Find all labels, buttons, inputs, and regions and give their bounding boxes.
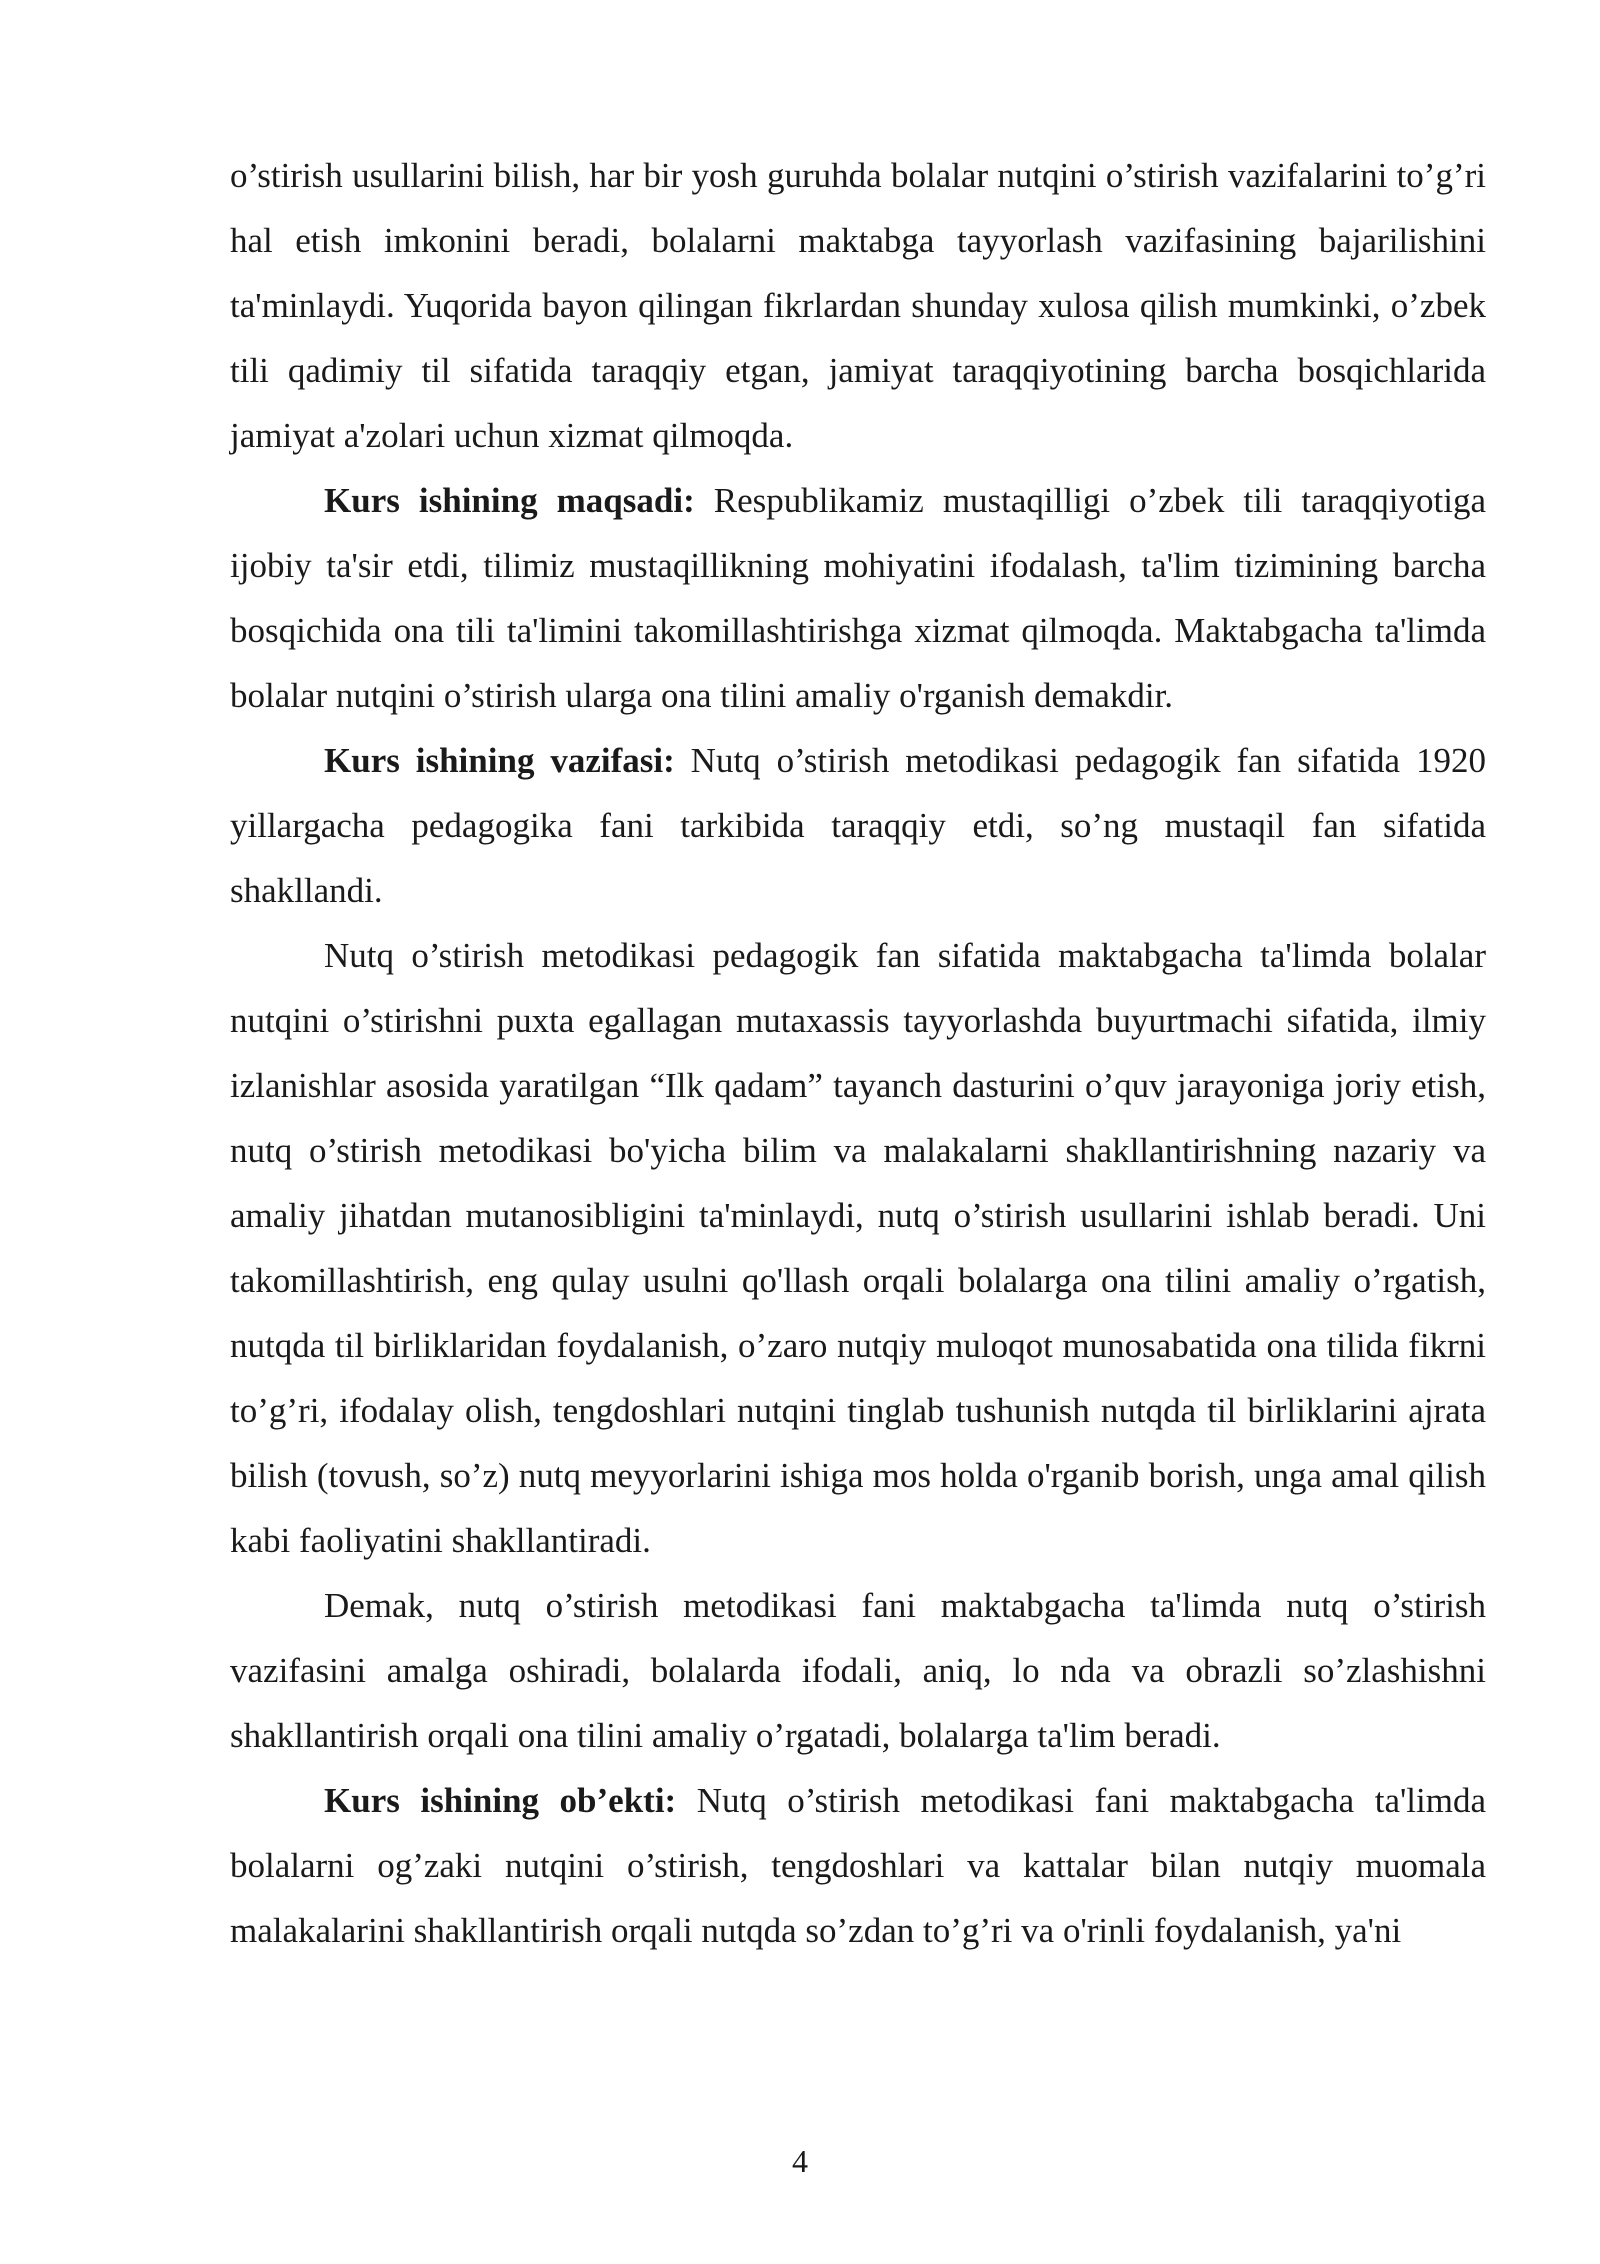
paragraph-course-goal xyxy=(230,468,1486,728)
paragraph-course-tasks xyxy=(230,728,1486,923)
section-heading-tasks: Kurs ishining vazifasi: xyxy=(324,741,675,780)
document-body xyxy=(230,143,1486,1963)
paragraph-text: o’stirish usullarini bilish, har bir yosh guruhda bolalar nutqini o’stirish vazifalarini to’g’ri hal etish imkonini beradi, bolalarni maktabga tayyorlash vazifasining bajarilishini ta'minlaydi. Yuqorida bayon qilingan fikrlardan shunday xulosa qilish mumkinki, o’zbek tili qadimiy til sifatida taraqqiy etgan, jamiyat taraqqiyotining barcha bosqichlarida jamiyat a'zolari uchun xizmat qilmoqda. xyxy=(230,156,1486,455)
paragraph-text: Nutq o’stirish metodikasi pedagogik fan sifatida maktabgacha ta'limda bolalar nutqini o’stirishni puxta egallagan mutaxassis tayyorlashda buyurtmachi sifatida, ilmiy izlanishlar asosida yaratilgan “Ilk qadam” tayanch dasturini o’quv jarayoniga joriy etish, nutq o’stirish metodikasi bo'yicha bilim va malakalarni shakllantirishning nazariy va amaliy jihatdan mutanosibligini ta'minlaydi, nutq o’stirish usullarini ishlab beradi. Uni takomillashtirish, eng qulay usulni qo'llash orqali bolalarga ona tilini amaliy o’rgatish, nutqda til birliklaridan foydalanish, o’zaro nutqiy muloqot munosabatida ona tilida fikrni to’g’ri, ifodalay olish, tengdoshlari nutqini tinglab tushunish nutqda til birliklarini ajrata bilish (tovush, so’z) nutq meyyorlarini ishiga mos holda o'rganib borish, unga amal qilish kabi faoliyatini shakllantiradi. xyxy=(230,936,1486,1560)
paragraph-text: Respublikamiz mustaqilligi o’zbek tili taraqqiyotiga ijobiy ta'sir etdi, tilimiz mustaqillikning mohiyatini ifodalash, ta'lim tizimining barcha bosqichida ona tili ta'limini takomillashtirishga xizmat qilmoqda. Maktabgacha ta'limda bolalar nutqini o’stirish ularga ona tilini amaliy o'rganish demakdir. xyxy=(230,481,1487,715)
section-heading-object: Kurs ishining ob’ekti: xyxy=(324,1781,677,1820)
section-heading-goal: Kurs ishining maqsadi: xyxy=(324,481,695,520)
paragraph-continuation xyxy=(230,143,1486,468)
paragraph-course-object xyxy=(230,1768,1486,1963)
paragraph-text: Nutq o’stirish metodikasi pedagogik fan sifatida 1920 yillargacha pedagogika fani tarkibida taraqqiy etdi, so’ng mustaqil fan sifatida shakllandi. xyxy=(230,741,1486,910)
paragraph-text: Nutq o’stirish metodikasi fani maktabgacha ta'limda bolalarni og’zaki nutqini o’stirish, tengdoshlari va kattalar bilan nutqiy muomala malakalarini shakllantirish orqali nutqda so’zdan to’g’ri va o'rinli foydalanish, ya'ni xyxy=(230,1781,1486,1950)
paragraph-methodology xyxy=(230,923,1486,1573)
paragraph-text: Demak, nutq o’stirish metodikasi fani maktabgacha ta'limda nutq o’stirish vazifasini amalga oshiradi, bolalarda ifodali, aniq, lo nda va obrazli so’zlashishni shakllantirish orqali ona tilini amaliy o’rgatadi, bolalarga ta'lim beradi. xyxy=(230,1586,1486,1755)
paragraph-conclusion xyxy=(230,1573,1486,1768)
page-number: 4 xyxy=(792,2143,808,2179)
